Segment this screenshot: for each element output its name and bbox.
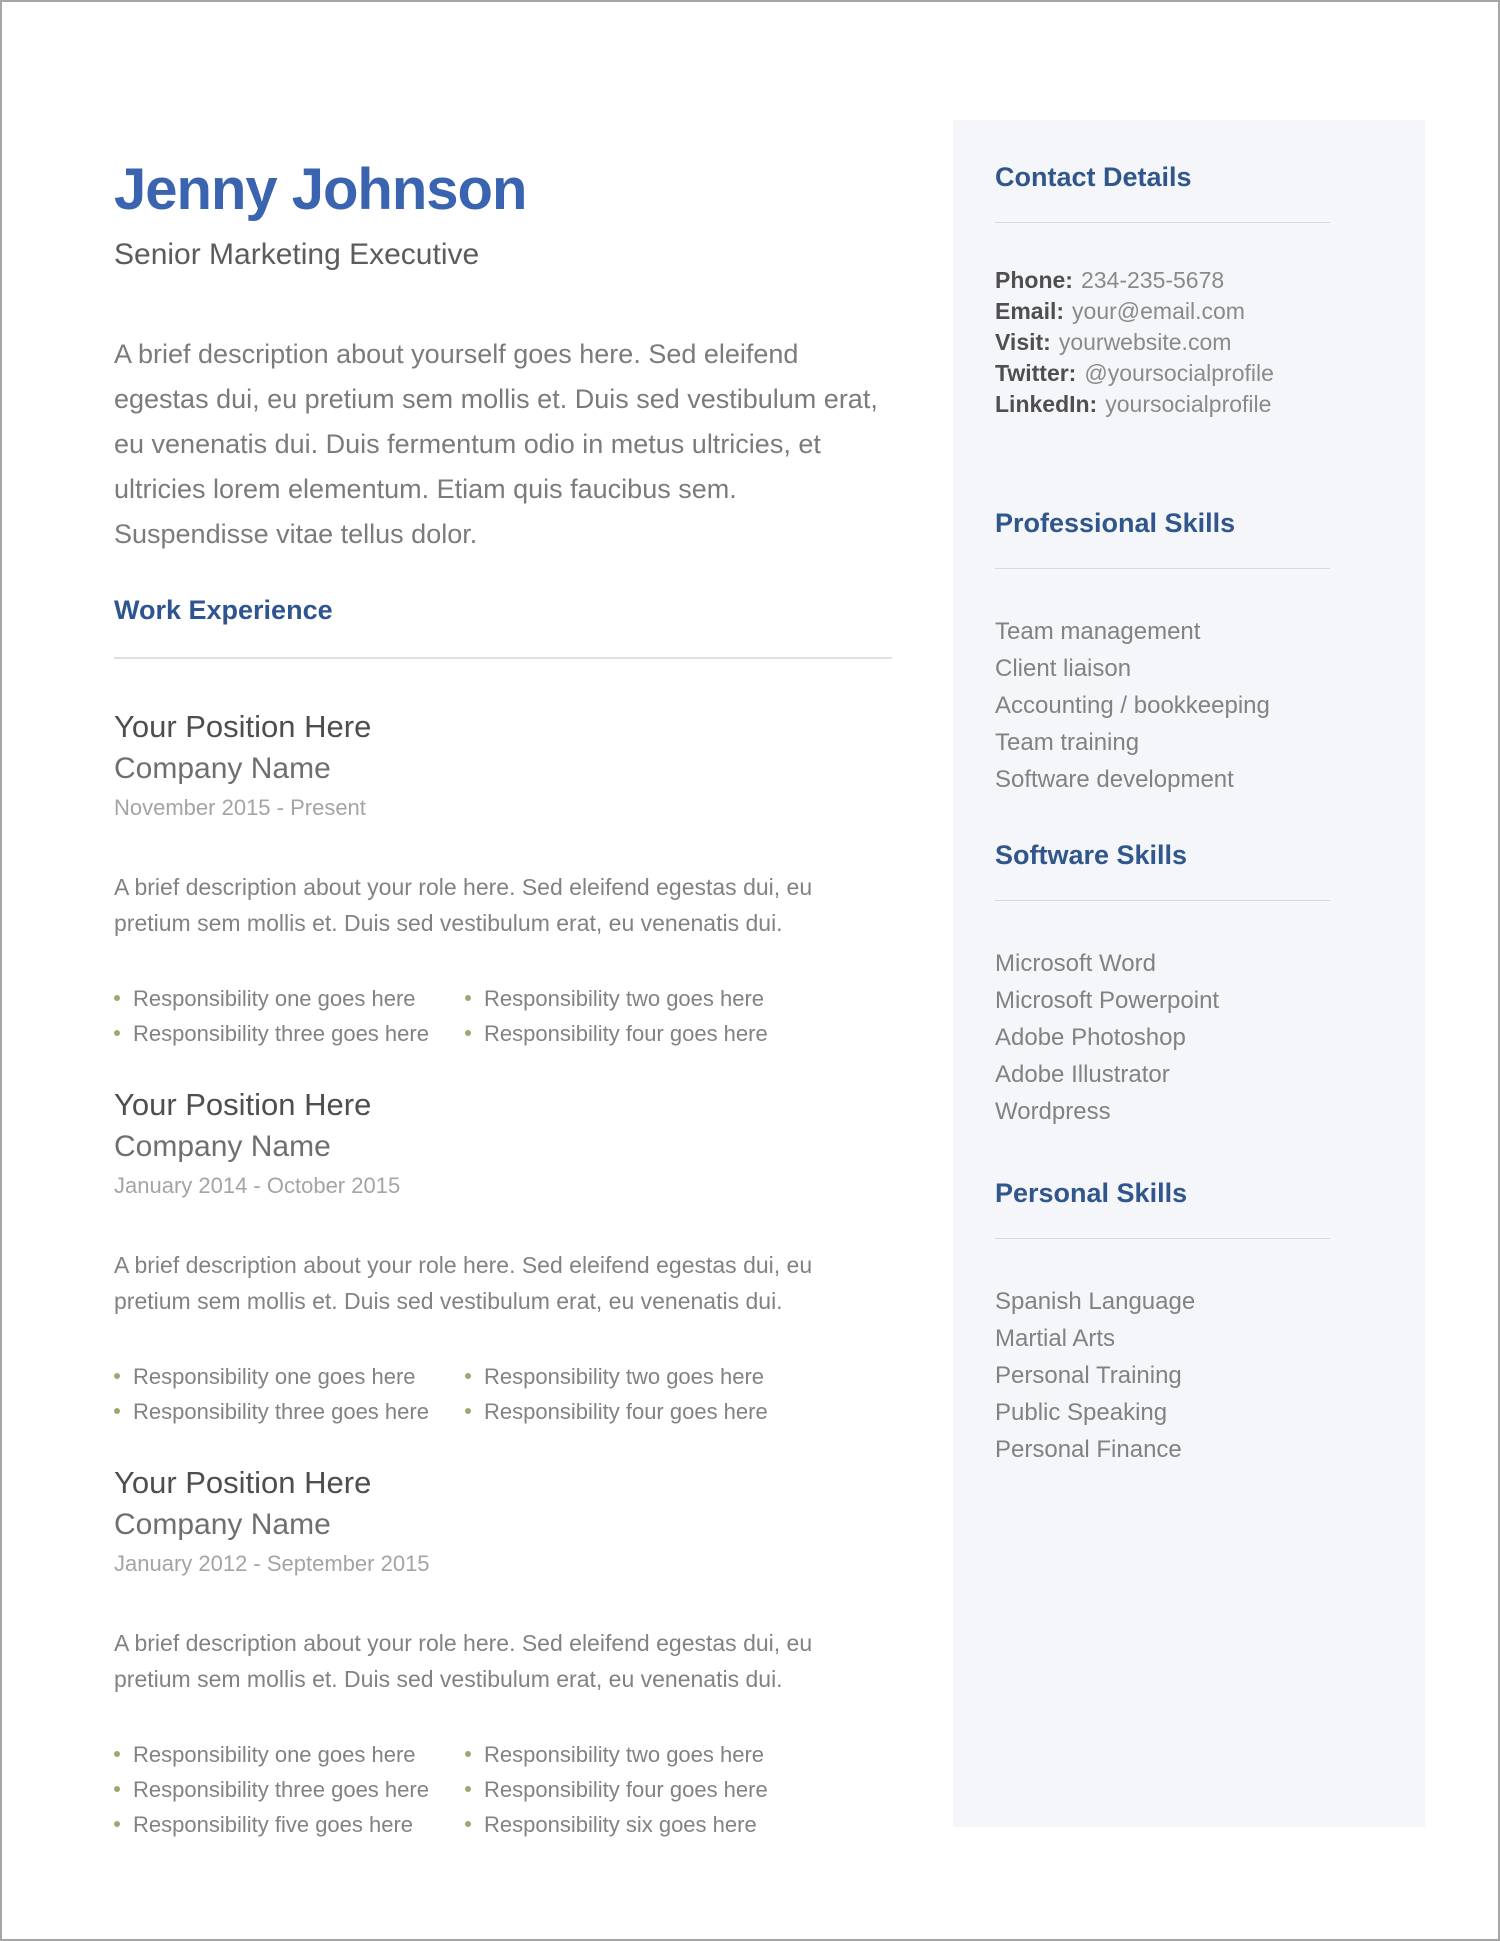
skill-item: Spanish Language xyxy=(995,1288,1196,1315)
responsibility-text: Responsibility five goes here xyxy=(133,1812,414,1837)
professional-skills-list xyxy=(995,613,1385,798)
contact-item xyxy=(995,327,1385,358)
responsibility-text: Responsibility two goes here xyxy=(484,986,765,1011)
job-title-subtitle: Senior Marketing Executive xyxy=(114,238,480,271)
contact-item xyxy=(995,389,1385,420)
contact-label: Email: xyxy=(995,298,1065,324)
bullet-icon xyxy=(114,1786,120,1792)
contact-value: your@email.com xyxy=(1072,298,1245,324)
job-entry-1 xyxy=(114,707,906,1051)
contact-value: 234-235-5678 xyxy=(1080,267,1225,293)
responsibilities-list xyxy=(114,1737,906,1842)
contact-list xyxy=(995,265,1385,420)
responsibility-item xyxy=(114,1772,465,1807)
section-divider xyxy=(995,222,1330,223)
skill-item: Adobe Illustrator xyxy=(995,1061,1170,1088)
professional-skills-heading: Professional Skills xyxy=(995,508,1236,538)
responsibility-text: Responsibility one goes here xyxy=(133,986,416,1011)
responsibility-text: Responsibility four goes here xyxy=(484,1021,768,1046)
bullet-icon xyxy=(465,1373,471,1379)
bullet-icon xyxy=(465,1751,471,1757)
job-dates: January 2012 - September 2015 xyxy=(114,1551,430,1576)
responsibility-item xyxy=(465,1737,906,1772)
contact-details-section xyxy=(995,160,1385,420)
responsibility-item xyxy=(465,1772,906,1807)
responsibility-text: Responsibility two goes here xyxy=(484,1742,765,1767)
responsibility-text: Responsibility three goes here xyxy=(133,1021,429,1046)
work-experience-heading: Work Experience xyxy=(114,595,333,625)
responsibility-item xyxy=(114,1016,465,1051)
personal-skills-heading: Personal Skills xyxy=(995,1178,1188,1208)
bullet-icon xyxy=(114,1373,120,1379)
contact-label: LinkedIn: xyxy=(995,391,1098,417)
responsibility-item xyxy=(465,1016,906,1051)
responsibility-text: Responsibility four goes here xyxy=(484,1399,768,1424)
bullet-icon xyxy=(465,1030,471,1036)
skill-item: Wordpress xyxy=(995,1098,1111,1125)
skill-item: Team training xyxy=(995,729,1140,756)
bullet-icon xyxy=(114,1030,120,1036)
section-divider xyxy=(995,568,1330,569)
contact-item xyxy=(995,265,1385,296)
contact-label: Twitter: xyxy=(995,360,1077,386)
job-company: Company Name xyxy=(114,752,331,785)
contact-value: yoursocialprofile xyxy=(1105,391,1272,417)
skill-item: Team management xyxy=(995,618,1201,645)
contact-label: Visit: xyxy=(995,329,1051,355)
sidebar xyxy=(953,120,1425,1827)
job-dates: November 2015 - Present xyxy=(114,795,366,820)
responsibilities-list xyxy=(114,981,906,1051)
skill-item: Personal Training xyxy=(995,1362,1182,1389)
professional-skills-section xyxy=(995,506,1385,798)
contact-value: @yoursocialprofile xyxy=(1084,360,1274,386)
software-skills-list xyxy=(995,945,1385,1130)
skill-item: Microsoft Word xyxy=(995,950,1156,977)
responsibility-item xyxy=(114,981,465,1016)
main-column xyxy=(114,2,906,1842)
bullet-icon xyxy=(114,1821,120,1827)
contact-item xyxy=(995,296,1385,327)
skill-item: Accounting / bookkeeping xyxy=(995,692,1270,719)
bullet-icon xyxy=(465,1786,471,1792)
responsibility-text: Responsibility one goes here xyxy=(133,1364,416,1389)
responsibility-item xyxy=(114,1737,465,1772)
contact-details-heading: Contact Details xyxy=(995,162,1192,192)
responsibility-item xyxy=(114,1807,465,1842)
responsibility-text: Responsibility two goes here xyxy=(484,1364,765,1389)
bullet-icon xyxy=(465,1408,471,1414)
skill-item: Software development xyxy=(995,766,1234,793)
responsibility-item xyxy=(114,1359,465,1394)
job-position: Your Position Here xyxy=(114,1087,372,1122)
skill-item: Public Speaking xyxy=(995,1399,1168,1426)
job-company: Company Name xyxy=(114,1130,331,1163)
job-position: Your Position Here xyxy=(114,709,372,744)
responsibility-text: Responsibility one goes here xyxy=(133,1742,416,1767)
section-divider xyxy=(995,1238,1330,1239)
job-company: Company Name xyxy=(114,1508,331,1541)
contact-value: yourwebsite.com xyxy=(1058,329,1232,355)
personal-skills-list xyxy=(995,1283,1385,1468)
responsibility-text: Responsibility six goes here xyxy=(484,1812,757,1837)
personal-skills-section xyxy=(995,1176,1385,1468)
bullet-icon xyxy=(114,1408,120,1414)
responsibility-item xyxy=(465,981,906,1016)
job-description: A brief description about your role here. Sed eleifend egestas dui, eu pretium sem mollis et. Duis sed vestibulum erat, eu venenatis dui. xyxy=(114,1252,813,1314)
skill-item: Client liaison xyxy=(995,655,1132,682)
responsibility-item xyxy=(465,1807,906,1842)
job-description: A brief description about your role here. Sed eleifend egestas dui, eu pretium sem mollis et. Duis sed vestibulum erat, eu venenatis dui. xyxy=(114,874,813,936)
bullet-icon xyxy=(114,1751,120,1757)
software-skills-heading: Software Skills xyxy=(995,840,1188,870)
software-skills-section xyxy=(995,838,1385,1130)
skill-item: Martial Arts xyxy=(995,1325,1116,1352)
job-description: A brief description about your role here. Sed eleifend egestas dui, eu pretium sem mollis et. Duis sed vestibulum erat, eu venenatis dui. xyxy=(114,1630,813,1692)
job-entry-3 xyxy=(114,1463,906,1842)
section-divider xyxy=(114,657,892,659)
skill-item: Microsoft Powerpoint xyxy=(995,987,1220,1014)
job-position: Your Position Here xyxy=(114,1465,372,1500)
job-dates: January 2014 - October 2015 xyxy=(114,1173,401,1198)
contact-item xyxy=(995,358,1385,389)
page-title: Jenny Johnson xyxy=(114,157,527,222)
bullet-icon xyxy=(465,1821,471,1827)
responsibility-item xyxy=(465,1394,906,1429)
skill-item: Personal Finance xyxy=(995,1436,1182,1463)
job-entry-2 xyxy=(114,1085,906,1429)
bullet-icon xyxy=(465,995,471,1001)
bullet-icon xyxy=(114,995,120,1001)
skill-item: Adobe Photoshop xyxy=(995,1024,1186,1051)
responsibility-item xyxy=(114,1394,465,1429)
summary-text: A brief description about yourself goes here. Sed eleifend egestas dui, eu pretium sem mollis et. Duis sed vestibulum erat, eu venenatis dui. Duis fermentum odio in metus ultricies, et ultricies lorem elementum. Etiam quis faucibus sem. Suspendisse vitae tellus dolor. xyxy=(114,339,878,549)
responsibility-text: Responsibility three goes here xyxy=(133,1777,429,1802)
section-divider xyxy=(995,900,1330,901)
contact-label: Phone: xyxy=(995,267,1073,293)
responsibility-text: Responsibility four goes here xyxy=(484,1777,768,1802)
responsibilities-list xyxy=(114,1359,906,1429)
responsibility-text: Responsibility three goes here xyxy=(133,1399,429,1424)
responsibility-item xyxy=(465,1359,906,1394)
